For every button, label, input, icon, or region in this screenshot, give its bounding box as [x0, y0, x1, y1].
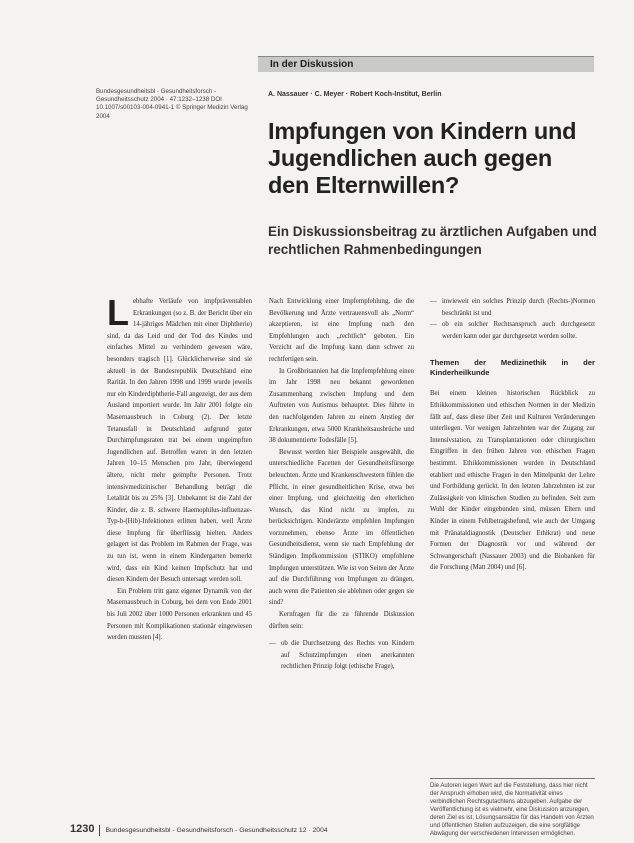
paragraph: Bei einem kleinen historischen Rückblick zu Ethikkommissionen und ethischen Normen in der Medizin fällt auf, dass diese über Zeit und Kulturen Veränderungen unterliegen. Vor wenigen Jahrzehnten war der Zugang zur Intensivstation, zu Transplantationen oder chirurgischen Eingriffen in den frühen Jahren von ethischen Fragen bestimmt. Ethikkommissionen wurden in Deutschland etabliert und ethische Fragen in den Mittelpunkt der Lehre und Fortbildung gerückt. In den letzten Jahrzehnten ist zur Zulässigkeit von klinischen Studien zu befinden. Seit zum Wohl der Kinder eingebunden sind, müssen Eltern und Kinder in einem Fehlbetragsbefund, wie auch der Umgang mit Pränataldiagnostik (Deutscher Ethikrat) und neue Formen der Diagnostik vor und während der Schwangerschaft (Nassauer 2003) und die Biobanken für die Forschung (Matt 2004) und [6].: [430, 390, 595, 572]
paragraph: In Großbritannien hat die Impfempfehlung einen im Jahr 1998 neu bekannt gewordenen Zusammenhang zwischen Impfung und dem Auftreten von Autismus behauptet. Dies führte in den nachfolgenden Jahren zu einem Anstieg der Erkrankungen, etwa 5000 Krankheitsausbrüche und 38 dokumentierte Todesfälle [5].: [269, 367, 414, 445]
article-subtitle: Ein Diskussionsbeitrag zu ärztlichen Aufgaben und rechtlichen Rahmenbedingungen: [268, 224, 597, 257]
section-header: In der Diskussion: [258, 56, 594, 72]
journal-reference: Bundesgesundheitsbl - Gesundheitsforsch - Gesundheitsschutz 12 · 2004: [105, 827, 328, 834]
paragraph: Nach Entwicklung einer Impfempfehlung, die die Bevölkerung und Ärzte vertrauensvoll als „Norm“ akzeptieren, ist eine Impfung nach den Empfehlungen auch „rechtlich“ geboten. Ein Verzicht auf die Impfung kann dann schwer zu rechtfertigen sein.: [269, 298, 414, 363]
list-item: — inwieweit ein solches Prinzip durch (Rechts-)Normen beschränkt ist und: [430, 296, 595, 319]
list-item: — ob die Durchsetzung des Rechts von Kindern auf Schutzimpfungen einen anerkannten rechtlichen Prinzip folgt (ethische Frage),: [269, 638, 414, 673]
drop-cap: L: [107, 292, 129, 333]
paragraph: Bewusst werden hier Beispiele ausgewählt, die unterschiedliche Facetten der Gesundheitsfürsorge beleuchten. Ärzte und Krankenschwestern fühlen die Pflicht, in einer gesundheitlichen Krise, etwa bei einer Impfung, und gleichzeitig den elterlichen Wunsch, das Kind nicht zu impfen, zu berücksichtigen. Kinderärzte empfehlen Impfungen vorzunehmen, ebenso Ärzte im öffentlichen Gesundheitsdienst, wenn sie nach Empfehlung der Ständigen Impfkommission (STIKO) empfohlene Impfungen unterstützen. Wie ist von Seiten der Ärzte auf die Durchführung von Impfungen zu drängen, auch wenn die Patienten sie ablehnen oder gegen sie sind?: [269, 448, 414, 607]
footer-divider: [99, 825, 100, 836]
text-column-2: [269, 296, 414, 673]
paragraph: Kernfragen für die zu führende Diskussion dürften sein:: [269, 611, 414, 630]
text-column-1: [107, 292, 252, 644]
article-authors: A. Nassauer · C. Meyer · Robert Koch-Institut, Berlin: [268, 91, 442, 98]
list-item: — ob ein solcher Rechtsanspruch auch durchgesetzt werden kann oder gar durchgesetzt werden sollte.: [430, 319, 595, 342]
article-title: Impfungen von Kindern und Jugendlichen auch gegen den Elternwillen?: [268, 118, 577, 198]
paragraph: Ein Problem tritt ganz eigener Dynamik von der Masernausbruch in Coburg, bei dem von Ende 2001 bis Juli 2002 über 1000 Personen erkrankten und 45 Personen mit Komplikationen stationär eingewiesen werden mussten [4].: [107, 587, 252, 642]
page-number: 1230: [70, 823, 95, 835]
footnote: Die Autoren legen Wert auf die Feststellung, dass hier nicht der Anspruch erhoben wird, die Normativität eines verbindlichen Rechtsgutachtens abzugeben. Aufgabe der Veröffentlichung ist es vielmehr, eine Diskussion anzuregen, deren Ziel es ist, Lösungsansätze für das Handeln von Ärzten und öffentlichen Stellen aufzuzeigen, die eine sorgfältige Abwägung der verschiedenen Interessen ermöglichen.: [430, 778, 595, 838]
paragraph: ebhafte Verläufe von impfpräventablen Erkrankungen (so z. B. der Bericht über ein 14-jähriges Mädchen mit einer Diphtherie) sind, da das Leid und der Tod des Kindes und einfaches Mittel zu verhindern gewesen wäre, besonders tragisch [1]. Glücklicherweise sind sie aktuell in der Bundesrepublik Deutschland eine Rarität. In den Jahren 1998 und 1999 wurde jeweils nur ein Kinderdiphtherie-Fall angezeigt, der aus dem Ausland importiert wurde. Im Jahr 2001 folgte ein Masernausbruch in Coburg (2). Der letzte Tetanusfall in Deutschland aufgrund guter Durchimpfungsraten trat bei einem ungeimpften Jugendlichen auf. Betroffen waren in den letzten Jahren 10–15 Menschen pro Jahr, überwiegend ältere, nicht mehr geimpfte Personen. Trotz intensivmedizinischer Behandlung beträgt die Letalität bis zu 25% [3]. Unbekannt ist die Zahl der Kinder, die z. B. schwere Haemophilus-influenzae-Typ-b-(Hib)-Infektionen erlitten haben, weil Ärzte diese Impfung für überflüssig hielten. Anders gelagert ist das Problem im Rahmen der Frage, was zu tun ist, wenn in einem Kindergarten bemerkt wird, dass ein Kind keinen Impfschutz hat und diesen Kindern der Besuch untersagt werden soll.: [107, 298, 252, 584]
text-column-3: [430, 296, 595, 574]
page-footer: [70, 822, 610, 836]
citation-block: Bundesgesundheitsbl - Gesundheitsforsch - Gesundheitsschutz 2004 · 47:1232–1238 DOI 10.1007/s00103-004-0941-1 © Springer Medizin Verlag 2004: [96, 88, 248, 120]
section-heading: Themen der Medizinethik in der Kinderheilkunde: [430, 358, 595, 378]
question-list-continued: [430, 296, 595, 342]
question-list: [269, 638, 414, 673]
